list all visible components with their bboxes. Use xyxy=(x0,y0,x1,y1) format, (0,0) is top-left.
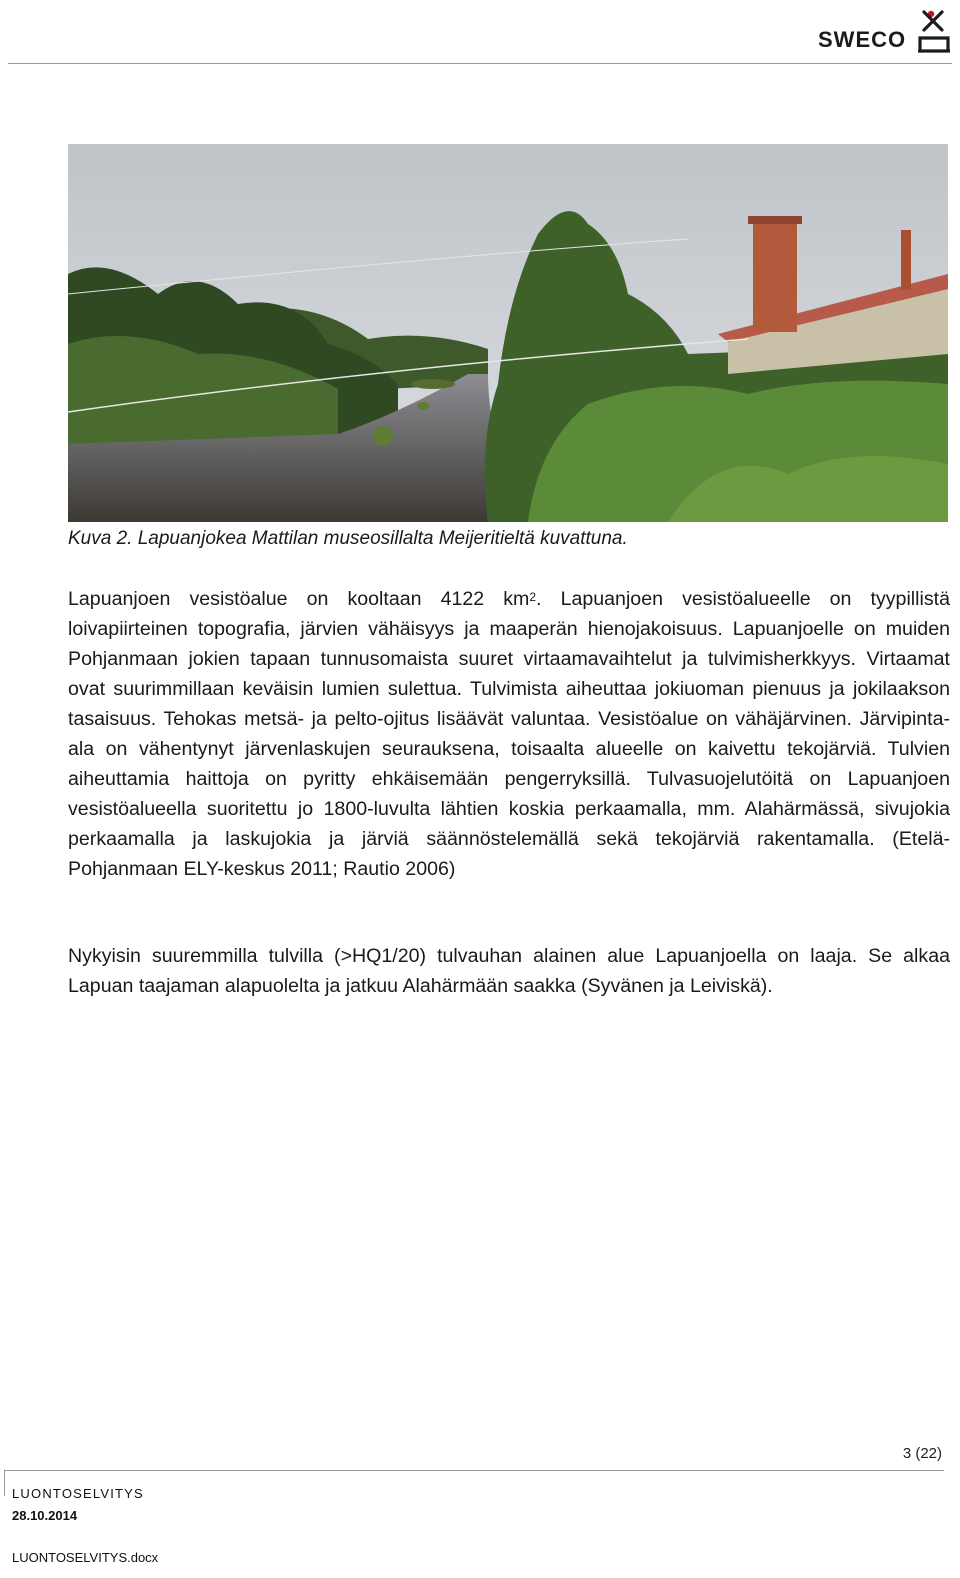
footer-divider-vertical xyxy=(4,1470,5,1496)
paragraph-1-rest: . Lapuanjoen vesistöalueelle on tyypillistä loivapiirteinen topografia, järvien vähäisyys ja maaperän hienojakoisuus. Lapuanjoelle on muiden Pohjanmaan jokien tapaan tunnusomaista suuret virtaamavaihtelut ja tulvimisherkkyys. Virtaamat ovat suurimmillaan keväisin lumien sulettua. Tulvimista aiheuttaa jokiuoman pienuus ja jokilaakson tasaisuus. Tehokas metsä- ja pelto-ojitus lisäävät valuntaa. Vesistöalue on vähäjärvinen. Järvipinta-ala on vähentynyt järvenlaskujen seurauksena, toisaalta alueelle on kaivettu tekojärviä. Tulvien aiheuttamia haittoja on pyritty ehkäisemään pengerryksillä. Tulvasuojelutöitä on Lapuanjoen vesistöalueella suoritettu jo 1800-luvulta lähtien koskia perkaamalla, mm. Alahärmässä, sivujokia perkaamalla ja laskujokia ja järviä säännöstelemällä sekä tekojärviä rakentamalla. (Etelä-Pohjanmaan ELY-keskus 2011; Rautio 2006) xyxy=(68,588,951,880)
paragraph-1 xyxy=(68,584,950,884)
sweco-logo-icon xyxy=(916,8,952,54)
footer-divider xyxy=(4,1470,944,1471)
sweco-logo xyxy=(818,8,952,54)
footer-doc-title: LUONTOSELVITYS xyxy=(12,1486,144,1501)
figure-caption: Kuva 2. Lapuanjokea Mattilan museosillalta Meijeritieltä kuvattuna. xyxy=(68,528,628,549)
river-landscape-image xyxy=(68,144,948,522)
footer-filename: LUONTOSELVITYS.docx xyxy=(12,1550,159,1565)
river-photo xyxy=(68,144,948,522)
paragraph-1-start: Lapuanjoen vesistöalue on kooltaan 4122 km xyxy=(68,588,530,610)
superscript: 2 xyxy=(529,590,537,604)
brand-name: SWECO xyxy=(818,27,907,52)
paragraph-2: Nykyisin suuremmilla tulvilla (>HQ1/20) tulvauhan alainen alue Lapuanjoella on laaja. Se alkaa Lapuan taajaman alapuolelta ja jatkuu Alahärmään saakka (Syvänen ja Leiviskä). xyxy=(68,945,950,997)
footer-date: 28.10.2014 xyxy=(12,1508,78,1523)
page-number: 3 (22) xyxy=(902,1445,942,1462)
header-divider xyxy=(8,63,952,64)
